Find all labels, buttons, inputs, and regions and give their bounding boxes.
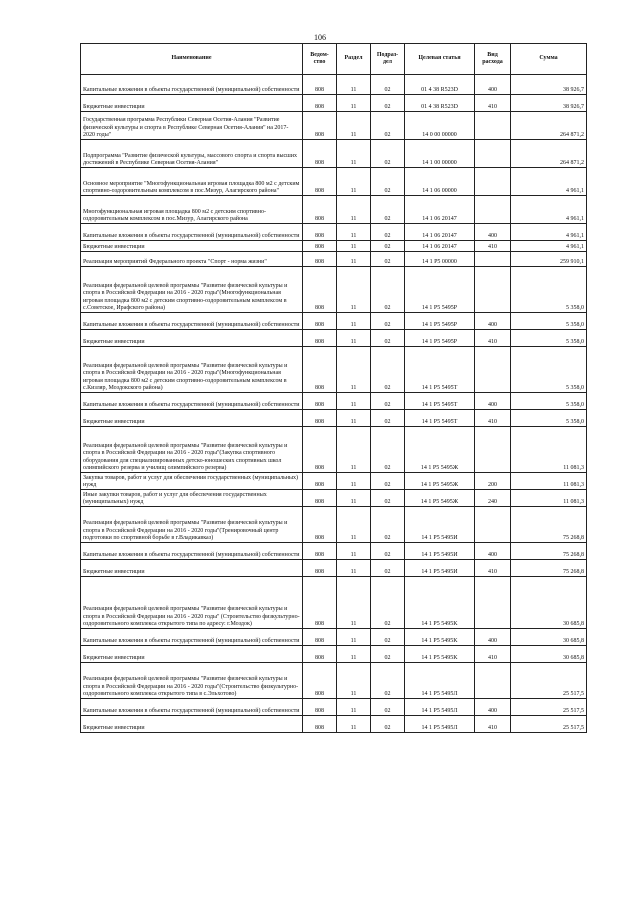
row-vr: 400 [475, 543, 511, 560]
table-row [81, 560, 587, 577]
table-row [81, 410, 587, 427]
row-ved: 808 [303, 577, 337, 629]
table-row [81, 543, 587, 560]
table-row [81, 427, 587, 473]
table-row [81, 267, 587, 313]
row-vr [475, 196, 511, 224]
row-podrazdel: 02 [371, 427, 405, 473]
row-vr [475, 427, 511, 473]
table-row [81, 112, 587, 140]
header-vr: Вид расхода [475, 44, 511, 75]
row-podrazdel: 02 [371, 330, 405, 347]
row-sum: 30 685,8 [511, 629, 587, 646]
row-name: Бюджетные инвестиции [81, 410, 303, 427]
row-podrazdel: 02 [371, 241, 405, 252]
table-row [81, 168, 587, 196]
table-row [81, 313, 587, 330]
row-razdel: 11 [337, 241, 371, 252]
row-name: Реализация федеральной целевой программы "Развитие физической культуры и спорта в Российской Федерации на 2016 - 2020 годы"(Многофункциональная игровая площадка 800 м2 с детским спортивно-оздоровительным комплексом в с.Советское, Ирафского района) [81, 267, 303, 313]
table-row [81, 140, 587, 168]
row-vr: 410 [475, 560, 511, 577]
row-cs: 14 1 P5 5495T [405, 347, 475, 393]
row-sum: 5 358,0 [511, 267, 587, 313]
row-name: Реализация федеральной целевой программы "Развитие физической культуры и спорта в Российской Федерации на 2016 - 2020 годы"(Строительство физкультурно-оздоровительного комплекса открытого типа в с.Эльхотово) [81, 663, 303, 699]
row-ved: 808 [303, 95, 337, 112]
row-name: Многофункциональная игровая площадка 800 м2 с детским спортивно-оздоровительным комплексом в пос.Мизур, Алагирского района [81, 196, 303, 224]
row-cs: 01 4 38 R523D [405, 95, 475, 112]
row-razdel: 11 [337, 473, 371, 490]
row-vr: 400 [475, 313, 511, 330]
row-ved: 808 [303, 112, 337, 140]
row-sum: 5 358,0 [511, 313, 587, 330]
table-row [81, 490, 587, 507]
row-ved: 808 [303, 252, 337, 267]
row-vr: 410 [475, 410, 511, 427]
table-row [81, 75, 587, 95]
row-podrazdel: 02 [371, 560, 405, 577]
row-sum: 25 517,5 [511, 699, 587, 716]
row-sum: 75 268,8 [511, 507, 587, 543]
row-cs: 14 1 P5 5495Ж [405, 427, 475, 473]
row-cs: 14 1 P5 5495И [405, 543, 475, 560]
row-cs: 14 1 06 20147 [405, 224, 475, 241]
row-vr [475, 347, 511, 393]
row-cs: 14 1 P5 5495И [405, 507, 475, 543]
table-row [81, 507, 587, 543]
row-podrazdel: 02 [371, 252, 405, 267]
row-sum: 75 268,8 [511, 543, 587, 560]
row-razdel: 11 [337, 168, 371, 196]
row-cs: 14 1 P5 5495K [405, 577, 475, 629]
row-name: Капитальные вложения в объекты государственной (муниципальной) собственности [81, 629, 303, 646]
page-number: 106 [314, 33, 326, 42]
row-ved: 808 [303, 629, 337, 646]
header-razdel: Раздел [337, 44, 371, 75]
header-sum: Сумма [511, 44, 587, 75]
row-cs: 01 4 38 R523D [405, 75, 475, 95]
row-razdel: 11 [337, 543, 371, 560]
row-cs: 14 1 P5 5495T [405, 410, 475, 427]
row-cs: 14 1 P5 5495P [405, 267, 475, 313]
row-podrazdel: 02 [371, 543, 405, 560]
row-vr: 400 [475, 629, 511, 646]
row-cs: 14 1 06 00000 [405, 168, 475, 196]
row-ved: 808 [303, 267, 337, 313]
row-ved: 808 [303, 196, 337, 224]
row-ved: 808 [303, 543, 337, 560]
row-sum: 264 871,2 [511, 112, 587, 140]
table-row [81, 330, 587, 347]
row-podrazdel: 02 [371, 313, 405, 330]
row-razdel: 11 [337, 252, 371, 267]
header-ved: Ведом-ство [303, 44, 337, 75]
row-name: Подпрограмма "Развитие физической культуры, массового спорта и спорта высших достижений в Республике Северная Осетия-Алания" [81, 140, 303, 168]
row-sum: 30 685,8 [511, 646, 587, 663]
row-vr [475, 252, 511, 267]
row-razdel: 11 [337, 112, 371, 140]
row-name: Бюджетные инвестиции [81, 95, 303, 112]
header-podrazdel: Подраз-дел [371, 44, 405, 75]
row-ved: 808 [303, 75, 337, 95]
row-vr [475, 577, 511, 629]
row-vr [475, 267, 511, 313]
row-sum: 30 685,8 [511, 577, 587, 629]
row-podrazdel: 02 [371, 699, 405, 716]
row-cs: 14 1 P5 5495P [405, 313, 475, 330]
row-cs: 14 1 06 20147 [405, 196, 475, 224]
row-podrazdel: 02 [371, 629, 405, 646]
row-sum: 4 961,1 [511, 196, 587, 224]
row-sum: 25 517,5 [511, 663, 587, 699]
row-cs: 14 1 P5 5495Ж [405, 473, 475, 490]
row-name: Бюджетные инвестиции [81, 241, 303, 252]
row-sum: 4 961,1 [511, 224, 587, 241]
row-podrazdel: 02 [371, 663, 405, 699]
row-name: Государственная программа Республики Северная Осетия-Алания "Развитие физической культуры и спорта в Республике Северная Осетия-Алания" на 2017-2020 годы" [81, 112, 303, 140]
row-razdel: 11 [337, 507, 371, 543]
row-name: Реализация федеральной целевой программы "Развитие физической культуры и спорта в Российской Федерации на 2016 - 2020 годы"(Закупка спортивного оборудования для специализированных детско-юношеских спортивных школ олимпийского резерва и училищ олимпийского резерва) [81, 427, 303, 473]
row-podrazdel: 02 [371, 112, 405, 140]
row-ved: 808 [303, 646, 337, 663]
row-cs: 14 1 P5 00000 [405, 252, 475, 267]
row-podrazdel: 02 [371, 490, 405, 507]
row-name: Реализация федеральной целевой программы "Развитие физической культуры и спорта в Российской Федерации на 2016 - 2020 годы"(Тренировочный центр подготовки по спортивной борьбе в г.Владикавказ) [81, 507, 303, 543]
row-name: Капитальные вложения в объекты государственной (муниципальной) собственности [81, 393, 303, 410]
row-sum: 5 358,0 [511, 330, 587, 347]
row-name: Иные закупки товаров, работ и услуг для обеспечения государственных (муниципальных) нужд [81, 490, 303, 507]
table-row [81, 241, 587, 252]
table-header-row [81, 44, 587, 75]
table-body [81, 75, 587, 733]
row-podrazdel: 02 [371, 473, 405, 490]
row-ved: 808 [303, 224, 337, 241]
table-row [81, 629, 587, 646]
row-vr: 410 [475, 716, 511, 733]
row-ved: 808 [303, 490, 337, 507]
row-vr: 410 [475, 95, 511, 112]
table-row [81, 473, 587, 490]
row-vr: 200 [475, 473, 511, 490]
row-razdel: 11 [337, 490, 371, 507]
row-ved: 808 [303, 473, 337, 490]
table-row [81, 699, 587, 716]
row-name: Капитальные вложения в объекты государственной (муниципальной) собственности [81, 543, 303, 560]
row-name: Капитальные вложения в объекты государственной (муниципальной) собственности [81, 699, 303, 716]
row-razdel: 11 [337, 347, 371, 393]
row-ved: 808 [303, 140, 337, 168]
row-sum: 11 081,3 [511, 427, 587, 473]
row-vr: 400 [475, 699, 511, 716]
row-sum: 25 517,5 [511, 716, 587, 733]
row-ved: 808 [303, 168, 337, 196]
row-ved: 808 [303, 716, 337, 733]
row-podrazdel: 02 [371, 267, 405, 313]
row-vr [475, 507, 511, 543]
row-razdel: 11 [337, 140, 371, 168]
row-vr: 400 [475, 224, 511, 241]
row-ved: 808 [303, 241, 337, 252]
row-podrazdel: 02 [371, 196, 405, 224]
row-name: Бюджетные инвестиции [81, 330, 303, 347]
row-ved: 808 [303, 699, 337, 716]
row-razdel: 11 [337, 410, 371, 427]
row-sum: 5 358,0 [511, 393, 587, 410]
row-ved: 808 [303, 663, 337, 699]
row-vr: 410 [475, 646, 511, 663]
row-vr [475, 663, 511, 699]
row-cs: 14 1 P5 5495K [405, 629, 475, 646]
row-name: Реализация федеральной целевой программы "Развитие физической культуры и спорта в Российской Федерации на 2016 - 2020 годы"(Многофункциональная игровая площадка 800 м2 с детским спортивно-оздоровительным комплексом в с.Кизляр, Моздокского района) [81, 347, 303, 393]
row-ved: 808 [303, 507, 337, 543]
table-row [81, 393, 587, 410]
row-razdel: 11 [337, 663, 371, 699]
budget-table [80, 43, 587, 733]
row-sum: 259 910,1 [511, 252, 587, 267]
row-podrazdel: 02 [371, 507, 405, 543]
row-cs: 14 1 06 20147 [405, 241, 475, 252]
row-sum: 11 081,3 [511, 490, 587, 507]
row-podrazdel: 02 [371, 140, 405, 168]
row-vr: 400 [475, 393, 511, 410]
row-vr: 410 [475, 241, 511, 252]
row-vr [475, 168, 511, 196]
row-sum: 4 961,1 [511, 241, 587, 252]
row-cs: 14 1 P5 5495Л [405, 699, 475, 716]
row-cs: 14 1 P5 5495Л [405, 663, 475, 699]
header-cs: Целевая статья [405, 44, 475, 75]
row-cs: 14 1 P5 5495P [405, 330, 475, 347]
table-row [81, 716, 587, 733]
row-name: Закупка товаров, работ и услуг для обеспечения государственных (муниципальных) нужд [81, 473, 303, 490]
row-razdel: 11 [337, 95, 371, 112]
table-row [81, 252, 587, 267]
row-razdel: 11 [337, 427, 371, 473]
row-podrazdel: 02 [371, 716, 405, 733]
row-cs: 14 0 00 00000 [405, 112, 475, 140]
table-row [81, 196, 587, 224]
row-razdel: 11 [337, 267, 371, 313]
row-podrazdel: 02 [371, 393, 405, 410]
row-sum: 38 926,7 [511, 95, 587, 112]
row-razdel: 11 [337, 560, 371, 577]
row-razdel: 11 [337, 699, 371, 716]
row-podrazdel: 02 [371, 224, 405, 241]
row-name: Капитальные вложения в объекты государственной (муниципальной) собственности [81, 224, 303, 241]
row-vr: 400 [475, 75, 511, 95]
row-razdel: 11 [337, 224, 371, 241]
row-cs: 14 1 P5 5495Ж [405, 490, 475, 507]
row-podrazdel: 02 [371, 168, 405, 196]
row-ved: 808 [303, 330, 337, 347]
row-razdel: 11 [337, 646, 371, 663]
row-razdel: 11 [337, 629, 371, 646]
row-sum: 5 358,0 [511, 410, 587, 427]
row-vr [475, 112, 511, 140]
row-cs: 14 1 00 00000 [405, 140, 475, 168]
table-row [81, 95, 587, 112]
row-podrazdel: 02 [371, 75, 405, 95]
row-podrazdel: 02 [371, 577, 405, 629]
row-razdel: 11 [337, 716, 371, 733]
row-sum: 75 268,8 [511, 560, 587, 577]
row-name: Бюджетные инвестиции [81, 560, 303, 577]
row-sum: 4 961,1 [511, 168, 587, 196]
row-razdel: 11 [337, 330, 371, 347]
row-name: Реализация мероприятий Федерального проекта "Спорт - норма жизни" [81, 252, 303, 267]
row-cs: 14 1 P5 5495Л [405, 716, 475, 733]
row-razdel: 11 [337, 577, 371, 629]
row-name: Бюджетные инвестиции [81, 646, 303, 663]
row-ved: 808 [303, 560, 337, 577]
row-razdel: 11 [337, 196, 371, 224]
table-row [81, 646, 587, 663]
row-name: Реализация федеральной целевой программы "Развитие физической культуры и спорта в Российской Федерации на 2016 - 2020 годы" (Строительство физкультурно-оздоровительного комплекса открытого типа по адресу: г.Моздок) [81, 577, 303, 629]
row-sum: 38 926,7 [511, 75, 587, 95]
row-name: Капитальные вложения в объекты государственной (муниципальной) собственности [81, 313, 303, 330]
row-podrazdel: 02 [371, 410, 405, 427]
row-sum: 264 871,2 [511, 140, 587, 168]
row-sum: 11 081,3 [511, 473, 587, 490]
table-row [81, 663, 587, 699]
table-row [81, 224, 587, 241]
row-ved: 808 [303, 410, 337, 427]
row-podrazdel: 02 [371, 95, 405, 112]
row-cs: 14 1 P5 5495И [405, 560, 475, 577]
table-row [81, 577, 587, 629]
row-ved: 808 [303, 427, 337, 473]
row-sum: 5 358,0 [511, 347, 587, 393]
row-razdel: 11 [337, 393, 371, 410]
row-vr: 410 [475, 330, 511, 347]
header-name: Наименование [81, 44, 303, 75]
row-podrazdel: 02 [371, 646, 405, 663]
row-ved: 808 [303, 347, 337, 393]
row-razdel: 11 [337, 313, 371, 330]
row-name: Капитальные вложения в объекты государственной (муниципальной) собственности [81, 75, 303, 95]
row-ved: 808 [303, 393, 337, 410]
row-vr: 240 [475, 490, 511, 507]
row-cs: 14 1 P5 5495K [405, 646, 475, 663]
row-razdel: 11 [337, 75, 371, 95]
row-cs: 14 1 P5 5495T [405, 393, 475, 410]
row-name: Бюджетные инвестиции [81, 716, 303, 733]
row-ved: 808 [303, 313, 337, 330]
row-name: Основное мероприятие "Многофункциональная игровая площадка 800 м2 с детским спортивно-оздоровительным комплексом в пос.Мизур, Алагирского района" [81, 168, 303, 196]
row-vr [475, 140, 511, 168]
row-podrazdel: 02 [371, 347, 405, 393]
table-row [81, 347, 587, 393]
